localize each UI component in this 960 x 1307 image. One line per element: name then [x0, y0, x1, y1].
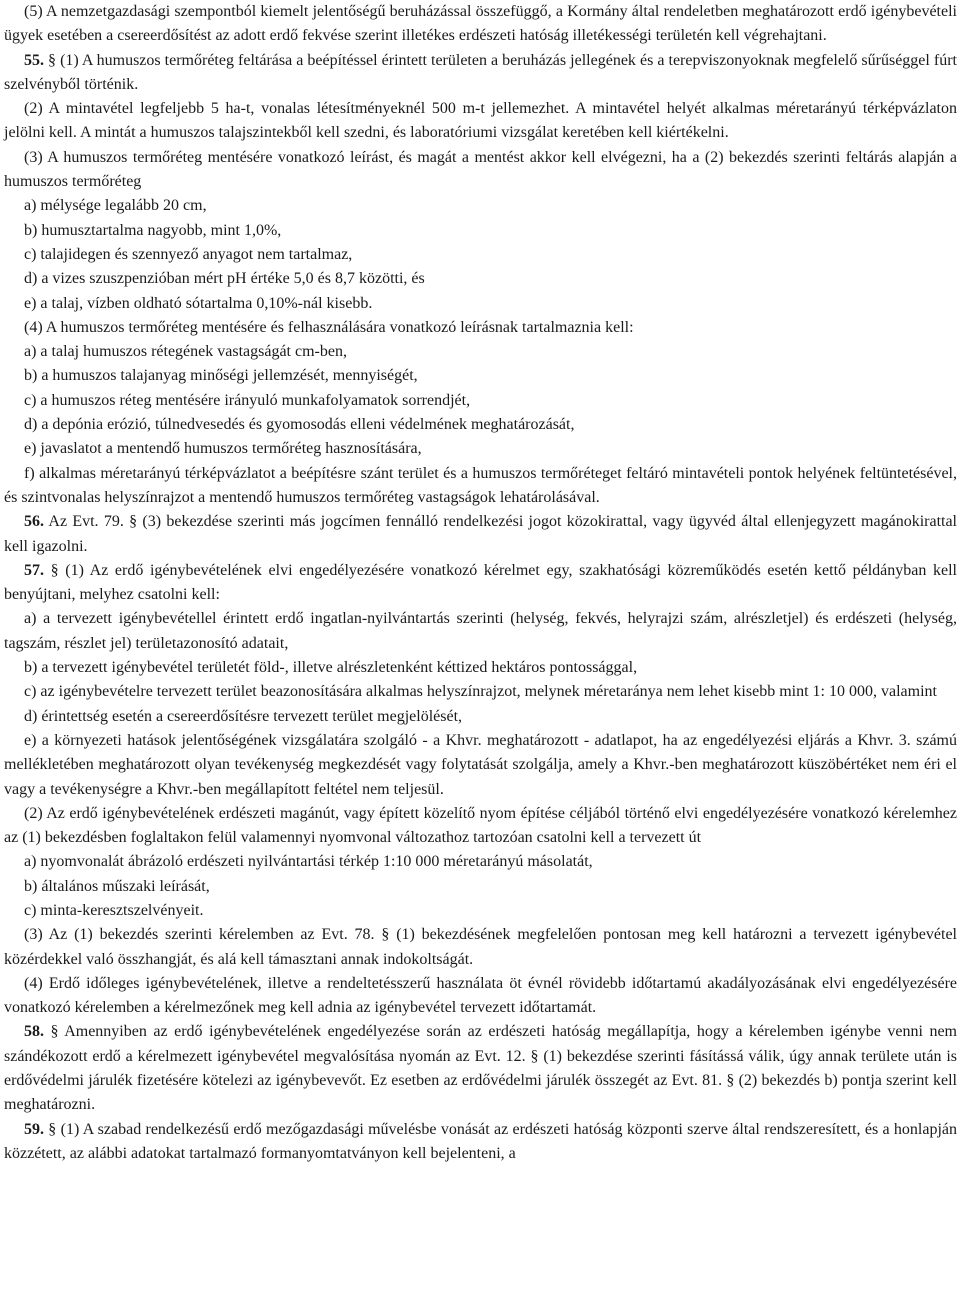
list-item: d) a vizes szuszpenzióban mért pH értéke 5,0 és 8,7 közötti, és — [24, 270, 425, 288]
list-item: b) a humuszos talajanyag minőségi jellemzését, mennyiségét, — [24, 367, 418, 385]
paragraph: (5) A nemzetgazdasági szempontból kiemelt jelentőségű beruházással összefüggő, a Kormány által rendeletben meghatározott erdő igénybevételi ügyek esetében a csereerdősítést az adott erdő fekvése szerint illetékes erdészeti hatóság illetékességi területén kell végrehajtani. — [4, 3, 957, 45]
paragraph: (3) Az (1) bekezdés szerinti kérelemben az Evt. 78. § (1) bekezdésének megfelelően pontosan meg kell határozni a tervezett igénybevétel közérdekkel való összhangját, és alá kell támasztani annak indokoltságát. — [4, 926, 957, 968]
list-item: a) nyomvonalát ábrázoló erdészeti nyilvántartási térkép 1:10 000 méretarányú másolatát, — [24, 853, 593, 871]
list-item: c) minta-keresztszelvényeit. — [24, 901, 204, 919]
list-item: c) talajidegen és szennyező anyagot nem tartalmaz, — [24, 245, 353, 263]
list-item: e) javaslatot a mentendő humuszos termőréteg hasznosítására, — [24, 440, 422, 458]
section-paragraph — [4, 559, 957, 608]
list-item: c) az igénybevételre tervezett terület beazonosítására alkalmas helyszínrajzot, melynek méretaránya nem lehet kisebb mint 1: 10 000, valamint — [24, 683, 937, 701]
list-item: a) a tervezett igénybevétellel érintett erdő ingatlan-nyilvántartás szerinti (helység, fekvés, helyrajzi szám, alrészletjel) és erdészeti (helység, tagszám, részlet jel) területazonosító adatait, — [4, 610, 957, 652]
section-text: Az Evt. 79. § (3) bekezdése szerinti más jogcímen fennálló rendelkezési jogot közokirattal, vagy ügyvéd által ellenjegyzett magánokirattal kell igazolni. — [4, 513, 957, 555]
section-text: § (1) A szabad rendelkezésű erdő mezőgazdasági művelésbe vonását az erdészeti hatóság központi szerve által rendszeresített, és a honlapján közzétett, az alábbi adatokat tartalmazó formanyomtatványon kell bejelenteni, a — [4, 1120, 957, 1162]
section-number: 57. — [24, 561, 44, 579]
list-item: d) érintettség esetén a csereerdősítésre tervezett terület megjelölését, — [24, 707, 463, 725]
section-number: 55. — [24, 51, 44, 69]
paragraph: (2) A mintavétel legfeljebb 5 ha-t, vonalas létesítményeknél 500 m-t jellemezhet. A mintavétel helyét alkalmas méretarányú térképvázlaton jelölni kell. A mintát a humuszos talajszintekből kell szedni, és laboratóriumi vizsgálat keretében kell kiértékelni. — [4, 100, 957, 142]
list-item: a) a talaj humuszos rétegének vastagságát cm-ben, — [24, 343, 347, 361]
section-paragraph — [4, 1118, 957, 1167]
list-item: f) alkalmas méretarányú térképvázlatot a beépítésre szánt terület és a humuszos termőréteget feltáró mintavételi pontok helyének feltüntetésével, és szintvonalas helyszínrajzot a mentendő humuszos termőréteg vastagságok lehatárolásával. — [4, 464, 957, 506]
list-item: b) humusztartalma nagyobb, mint 1,0%, — [24, 221, 282, 239]
section-text: § (1) Az erdő igénybevételének elvi engedélyezésére vonatkozó kérelmet egy, szakhatósági közreműködés esetén kettő példányban kell benyújtani, melyhez csatolni kell: — [4, 561, 957, 604]
list-item: b) a tervezett igénybevétel területét föld-, illetve alrészletenként kéttized hektáros pontossággal, — [24, 659, 638, 677]
list-item: c) a humuszos réteg mentésére irányuló munkafolyamatok sorrendjét, — [24, 391, 471, 409]
section-paragraph — [4, 1020, 957, 1117]
paragraph: (2) Az erdő igénybevételének erdészeti magánút, vagy épített közelítő nyom építése céljából történő elvi engedélyezésére vonatkozó kérelemhez az (1) bekezdésben foglaltakon felül valamennyi nyomvonal változathoz tartozóan csatolni kell a tervezett út — [4, 804, 957, 847]
section-number: 59. — [24, 1120, 44, 1138]
paragraph: (4) A humuszos termőréteg mentésére és felhasználására vonatkozó leírásnak tartalmaznia kell: — [24, 318, 634, 336]
section-number: 56. — [24, 513, 44, 531]
section-number: 58. — [24, 1023, 44, 1041]
list-item: e) a környezeti hatások jelentőségének vizsgálatára szolgáló - a Khvr. meghatározott - adatlapot, ha az engedélyezési eljárás a Khvr. 3. számú mellékletében meghatározott olyan tevékenység megkezdését vagy folytatását szolgálja, amely a Khvr.-ben meghatározott küszöbértéket nem éri el vagy a tevékenységre a Khvr.-ben megállapított feltétel nem teljesül. — [4, 731, 957, 798]
section-paragraph — [4, 510, 957, 559]
section-text: § (1) A humuszos termőréteg feltárása a beépítéssel érintett területen a beruházás jellegének és a terepviszonyoknak megfelelő sűrűséggel fúrt szelvényből történik. — [4, 51, 957, 93]
paragraph: (4) Erdő időleges igénybevételének, illetve a rendeltetésszerű használata öt évnél rövidebb időtartamú akadályozásának elvi engedélyezésére vonatkozó kérelemben a kérelmezőnek meg kell adnia az igénybevétel tervezett időtartamát. — [4, 974, 957, 1017]
section-text: § Amennyiben az erdő igénybevételének engedélyezése során az erdészeti hatóság megállapítja, hogy a kérelemben igénybe venni nem szándékozott erdő a kérelmezett igénybevétel megvalósítása nyomán az Evt. 12. § (1) bekezdése szerinti fásítássá válik, úgy annak területe után is erdővédelmi járulék fizetésére kötelezi az igénybevevőt. Ez esetben az erdővédelmi járulék összegét az Evt. 81. § (2) bekezdés b) pontja szerint kell meghatározni. — [4, 1023, 957, 1114]
list-item: e) a talaj, vízben oldható sótartalma 0,10%-nál kisebb. — [24, 294, 373, 312]
paragraph: (3) A humuszos termőréteg mentésére vonatkozó leírást, és magát a mentést akkor kell elvégezni, ha a (2) bekezdés szerinti feltárás alapján a humuszos termőréteg — [4, 148, 957, 191]
list-item: b) általános műszaki leírását, — [24, 877, 210, 895]
list-item: a) mélysége legalább 20 cm, — [24, 197, 207, 215]
list-item: d) a depónia erózió, túlnedvesedés és gyomosodás elleni védelmének meghatározását, — [24, 416, 575, 434]
section-paragraph — [4, 49, 957, 98]
